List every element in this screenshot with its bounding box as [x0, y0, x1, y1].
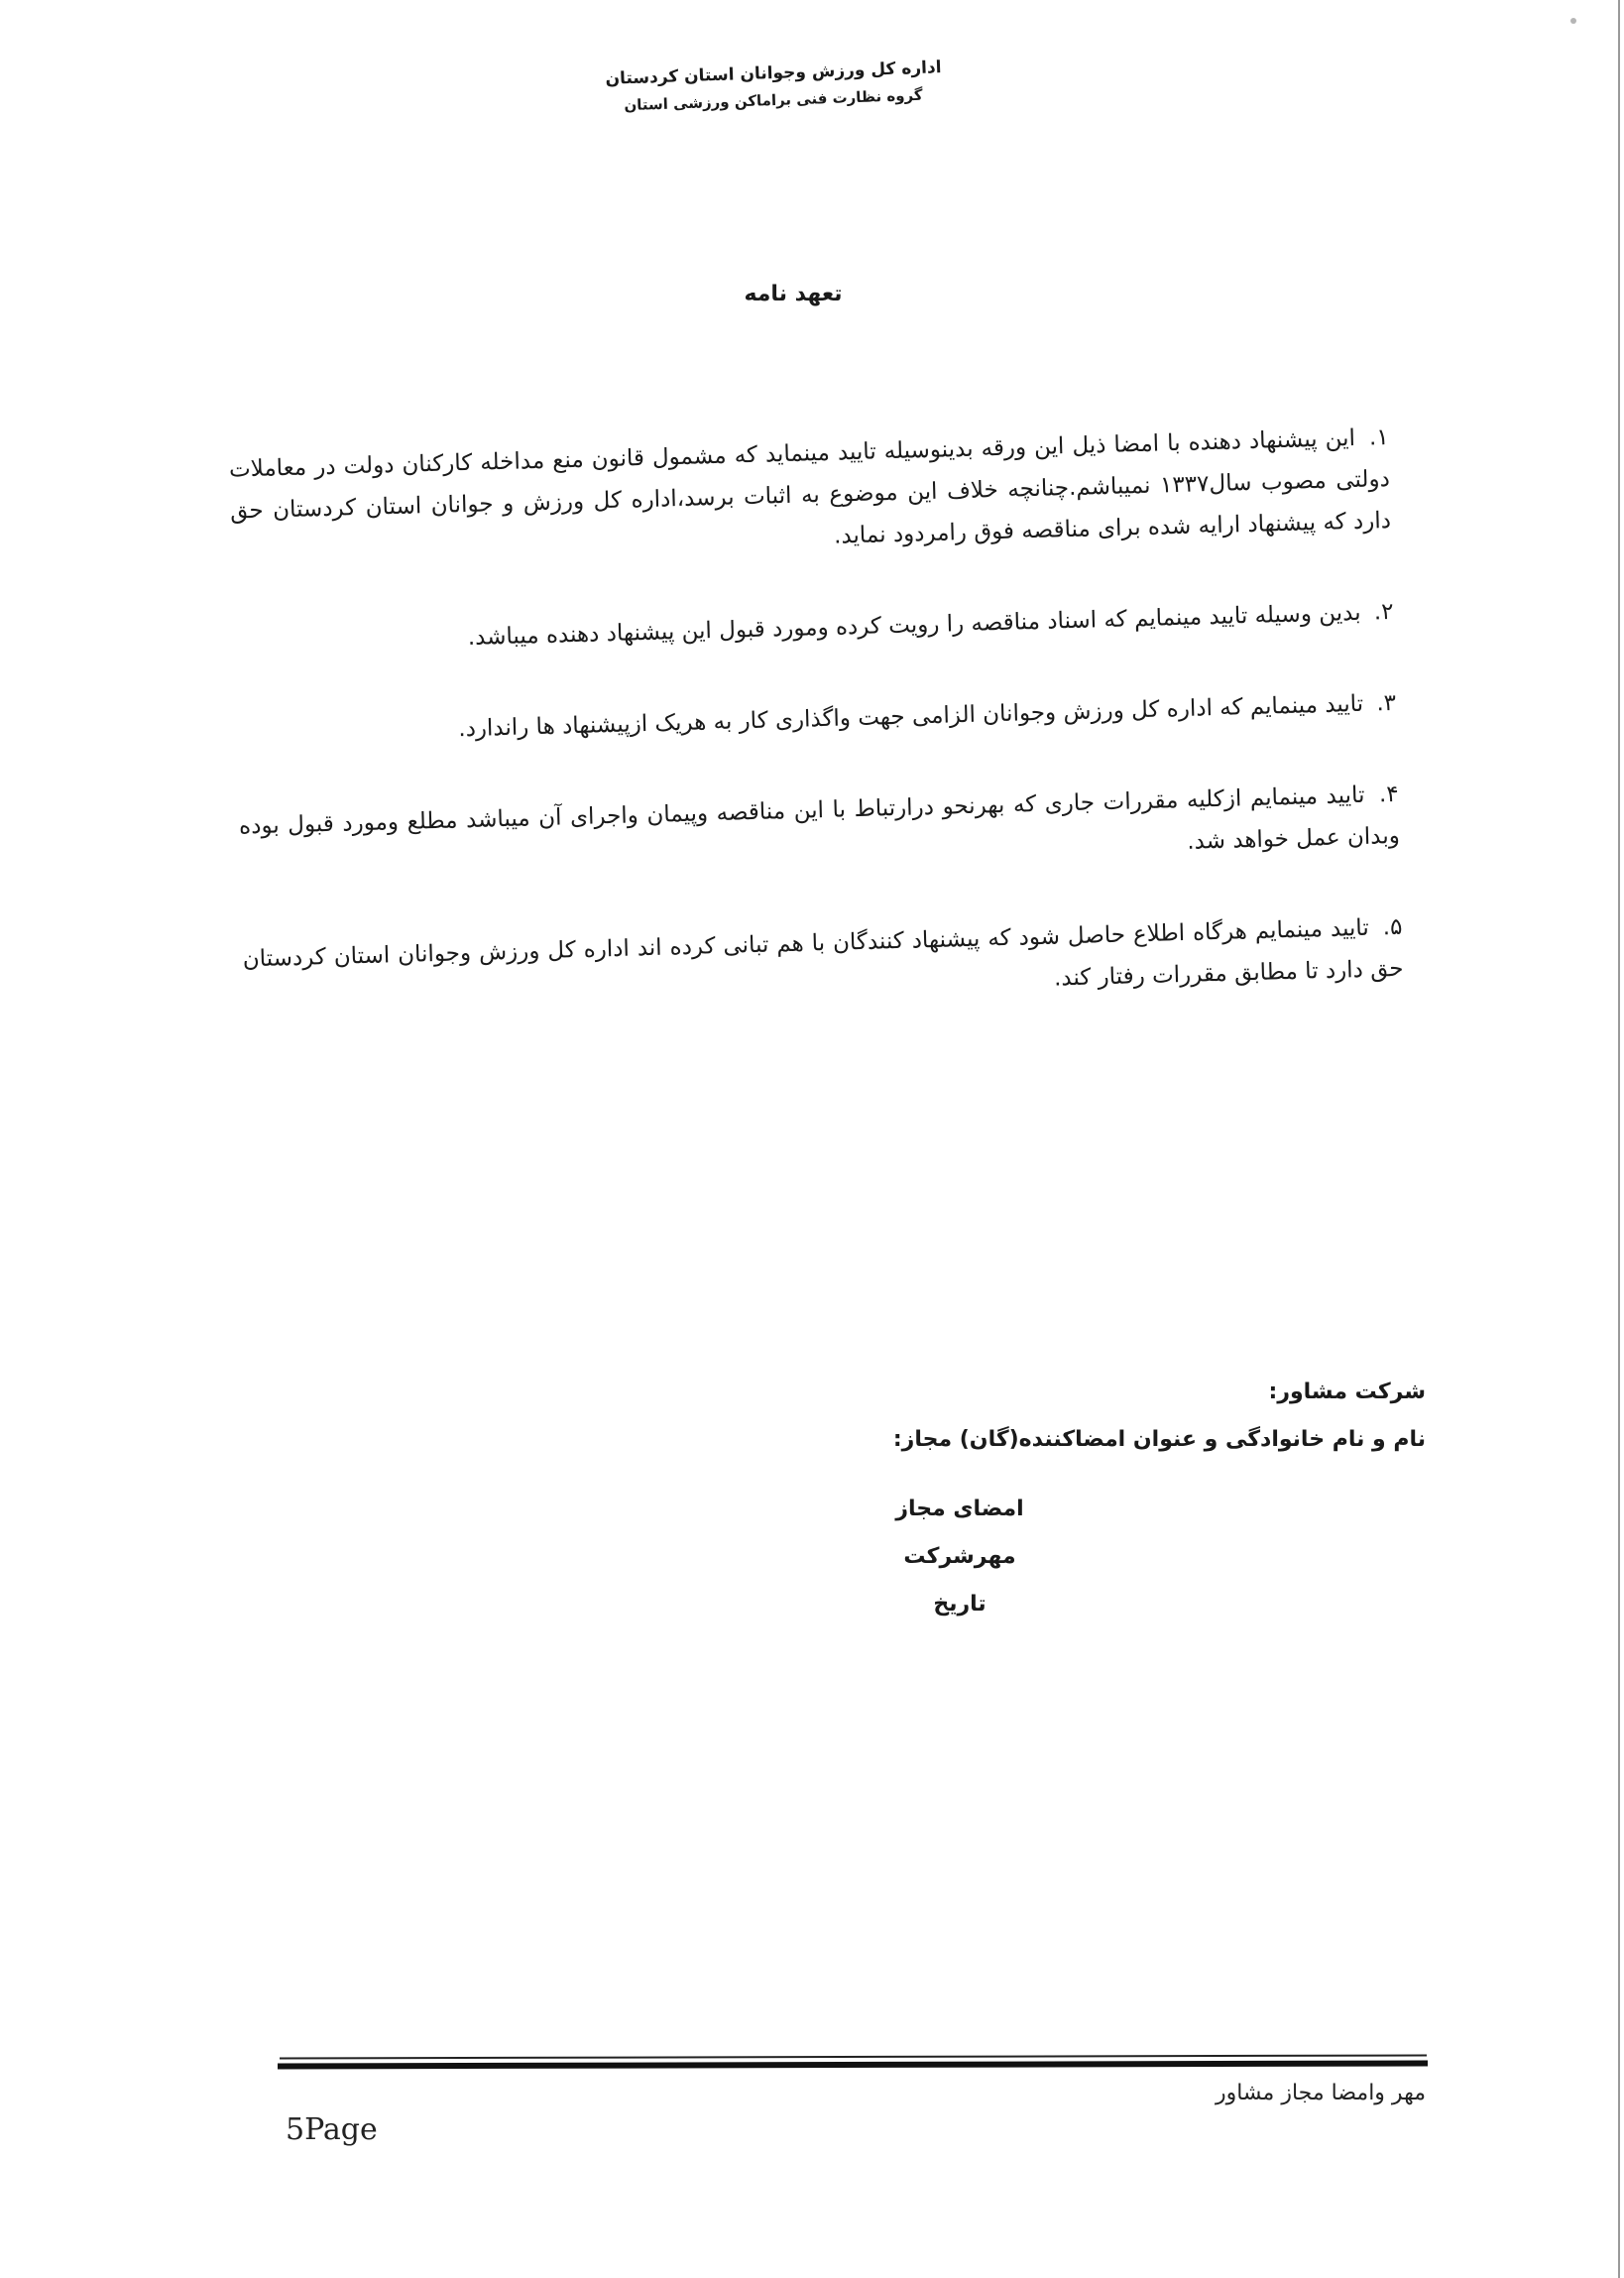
scan-mark	[1570, 18, 1576, 24]
signature-fields	[831, 1486, 1089, 1628]
footer-rule-thin	[280, 2054, 1427, 2059]
page-edge	[1618, 0, 1620, 2278]
clause-text: بدین وسیله تایید مینمایم که اسناد مناقصه را رویت کرده ومورد قبول این پیشنهاد دهنده میباشد.	[467, 599, 1361, 651]
clause-text: تایید مینمایم ازکلیه مقررات جاری که بهرنحو درارتباط با این مناقصه وپیمان واجرای آن میباشد مطلع ومورد قبول بوده وبدان عمل خواهد شد.	[238, 781, 1401, 855]
clause-number: ۱.	[1368, 423, 1389, 451]
clause-number: ۳.	[1376, 689, 1397, 717]
signature-block	[533, 1369, 1426, 1617]
signatory-name-label: نام و نام خانوادگی و عنوان امضاکننده(گان) مجاز:	[892, 1427, 1426, 1452]
clause-text: تایید مینمایم هرگاه اطلاع حاصل شود که پیشنهاد کنندگان با هم تبانی کرده اند اداره کل ورزش وجوانان استان کردستان حق دارد تا مطابق مقررات رفتار کند.	[242, 914, 1404, 992]
company-seal-label: مهرشرکت	[903, 1544, 1016, 1569]
letterhead	[555, 60, 991, 113]
clause-4	[239, 774, 1401, 890]
authorized-signature-label: امضای مجاز	[895, 1497, 1024, 1521]
clause-number: ۴.	[1378, 780, 1400, 808]
consultant-company-label: شرکت مشاور:	[1268, 1379, 1426, 1404]
clause-number: ۲.	[1373, 598, 1394, 626]
clause-2	[233, 591, 1394, 665]
footer-seal-signature-label: مهر وامضا مجاز مشاور	[1215, 2081, 1426, 2105]
clause-5	[242, 906, 1404, 1022]
date-label: تاریخ	[933, 1592, 986, 1617]
document-title: تعهد نامه	[744, 282, 843, 306]
footer-rule-thick	[278, 2060, 1428, 2069]
letterhead-organization: اداره کل ورزش وجوانان استان کردستان	[605, 58, 942, 89]
letterhead-department: گروه نظارت فنی براماکن ورزشی استان	[624, 85, 923, 115]
clause-3	[236, 682, 1397, 757]
clause-text: این پیشنهاد دهنده با امضا ذیل این ورقه بدینوسیله تایید مینماید که مشمول قانون منع مداخله کارکنان دولت در معاملات دولتی مصوب سال۱۳۳۷ نمیباشم.چنانچه خلاف این موضوع به اثبات برسد،اداره کل ورزش و جوانان استان کردستان حق دارد که پیشنهاد ارایه شده برای مناقصه فوق رامردود نماید.	[228, 424, 1392, 549]
commitment-clauses	[228, 417, 1405, 1071]
clause-text: تایید مینمایم که اداره کل ورزش وجوانان الزامی جهت واگذاری کار به هریک ازپیشنهاد ها راندارد.	[457, 690, 1364, 743]
clause-1	[228, 417, 1391, 574]
clause-number: ۵.	[1382, 913, 1403, 941]
page-number: 5Page	[286, 2112, 378, 2147]
